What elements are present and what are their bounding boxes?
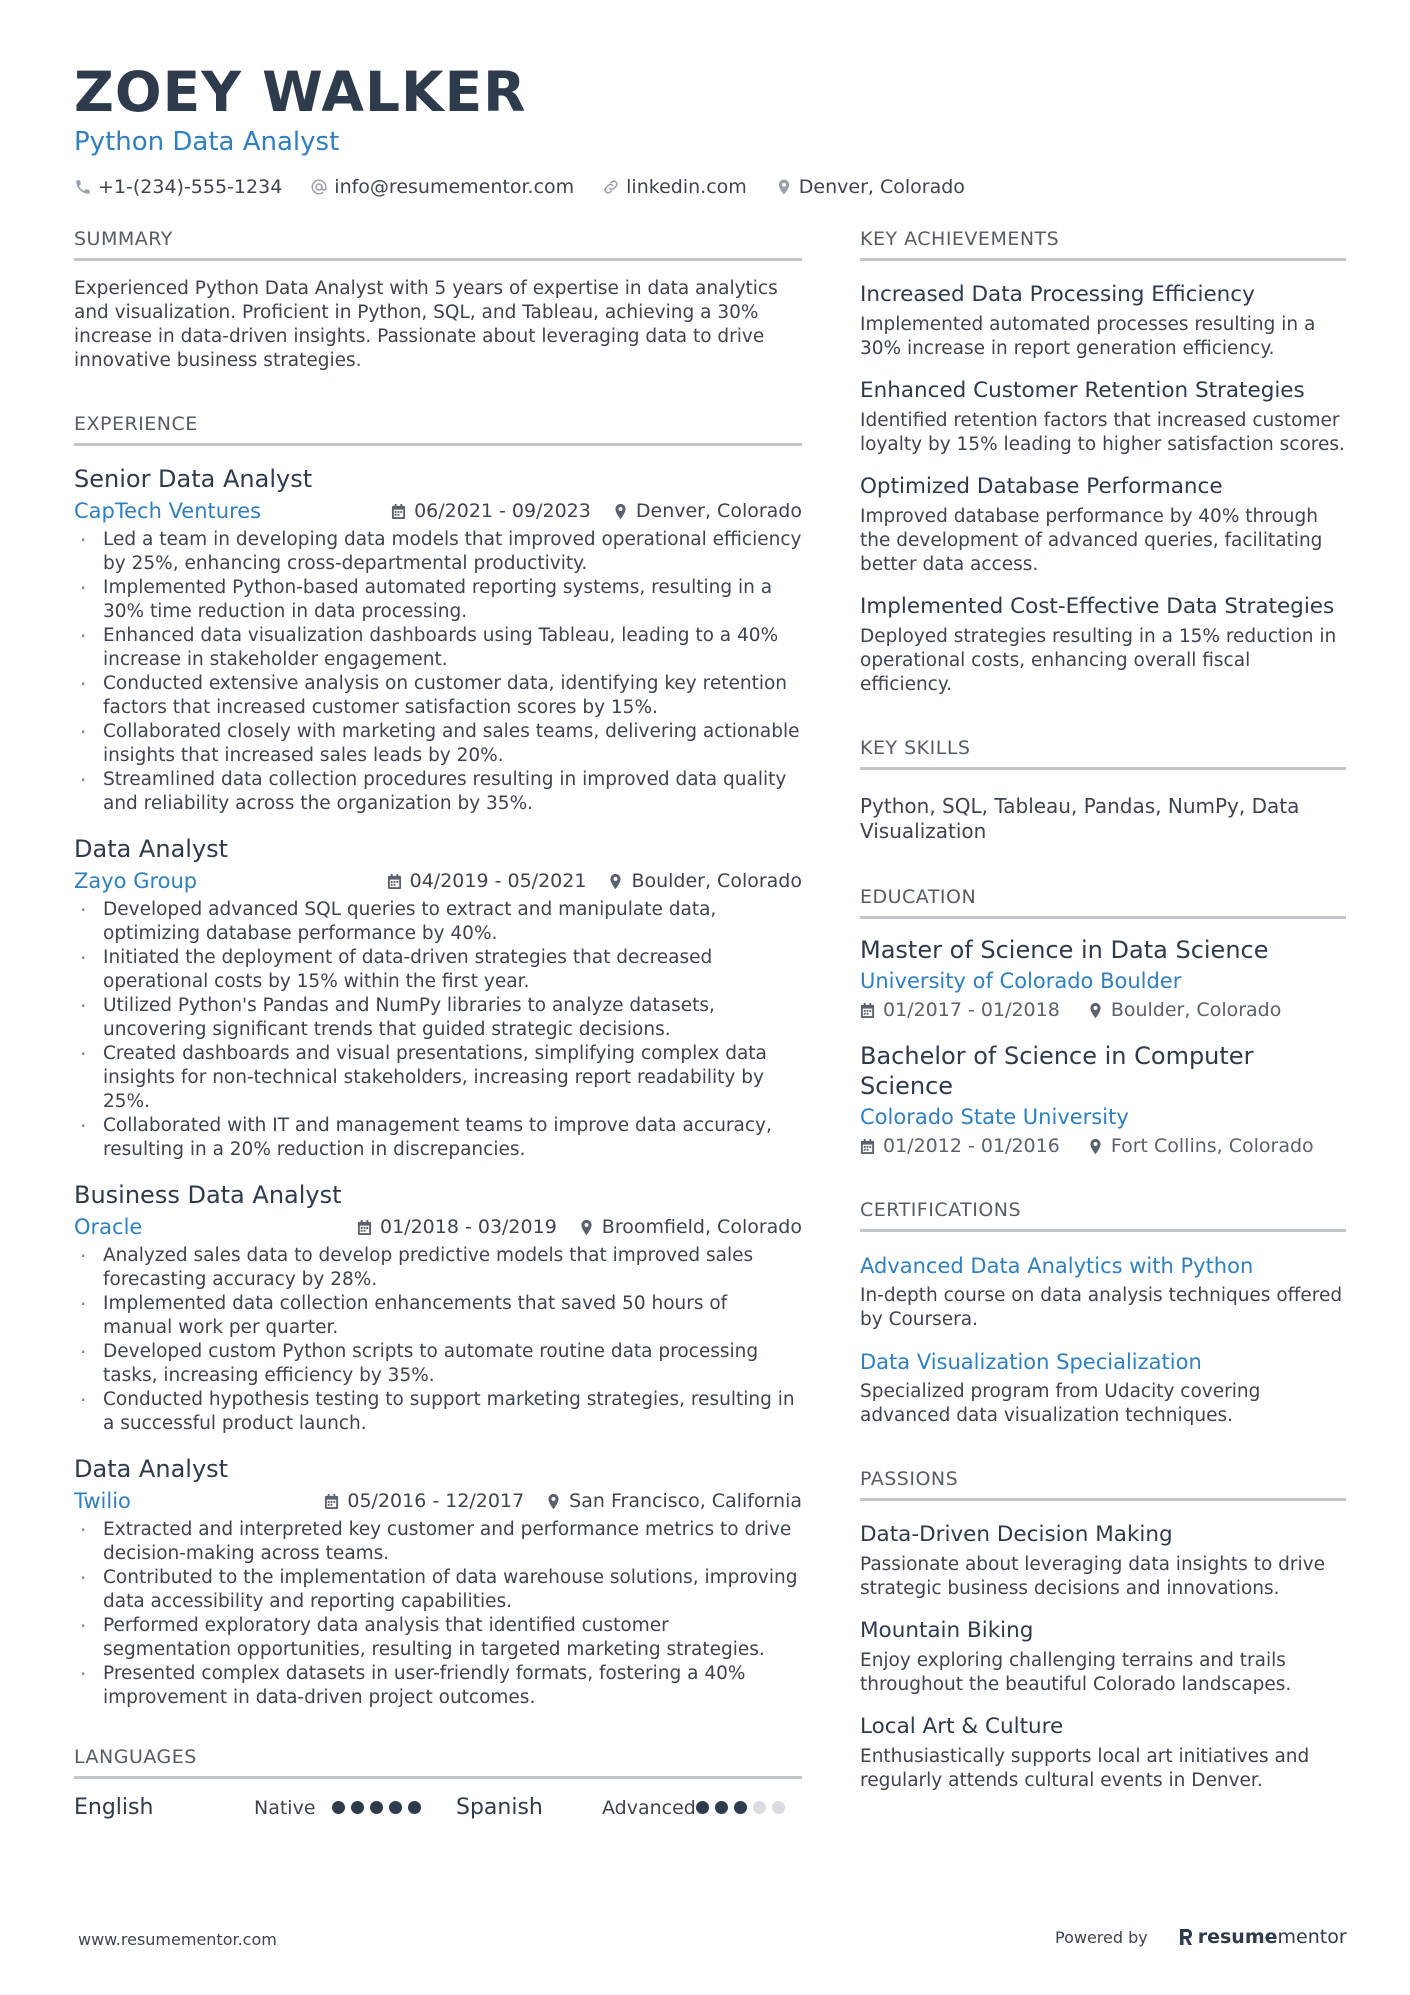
achievement-desc: Identified retention factors that increased customer loyalty by 15% leading to higher satisfaction scores. <box>860 410 1345 455</box>
passion-desc: Passionate about leveraging data insights to drive strategic business decisions and innovations. <box>860 1554 1325 1599</box>
passions-heading: PASSIONS <box>860 1466 1346 1501</box>
job-title: Senior Data Analyst <box>74 465 313 493</box>
at-icon <box>310 178 328 196</box>
job-bullet: · Implemented Python-based automated reporting systems, resulting in a 30% time reduction in data processing. <box>74 576 802 624</box>
education-item <box>860 935 1346 1021</box>
passion-item <box>860 1713 1346 1793</box>
language-rating <box>332 1801 421 1814</box>
job-meta <box>74 1488 802 1514</box>
company-name[interactable]: Zayo Group <box>74 869 198 893</box>
passion-desc: Enjoy exploring challenging terrains and trails throughout the beautiful Colorado landscapes. <box>860 1650 1292 1695</box>
job-entry <box>74 1454 802 1710</box>
achievement-desc: Deployed strategies resulting in a 15% reduction in operational costs, enhancing overall fiscal efficiency. <box>860 626 1337 695</box>
achievement-title: Increased Data Processing Efficiency <box>860 282 1255 307</box>
education-location-text: Boulder, Colorado <box>1110 999 1282 1021</box>
language-item <box>74 1795 456 1820</box>
education-dates-text: 01/2017 - 01/2018 <box>883 999 1060 1021</box>
job-bullet: · Utilized Python's Pandas and NumPy libraries to analyze datasets, uncovering significant trends that guided strategic decisions. <box>74 994 802 1042</box>
footer-brand <box>1055 1926 1347 1948</box>
left-column <box>74 226 802 1820</box>
linkedin-text: linkedin.com <box>626 176 747 198</box>
candidate-name: ZOEY WALKER <box>74 60 527 124</box>
job-entry <box>74 834 802 1162</box>
passion-desc: Enthusiastically supports local art initiatives and regularly attends cultural events in Denver. <box>860 1746 1310 1791</box>
job-bullet: · Conducted hypothesis testing to support marketing strategies, resulting in a successful product launch. <box>74 1388 802 1436</box>
resumementor-logo-icon <box>1178 1927 1194 1947</box>
job-bullet: · Enhanced data visualization dashboards using Tableau, leading to a 40% increase in stakeholder engagement. <box>74 624 802 672</box>
passion-title: Mountain Biking <box>860 1618 1034 1643</box>
achievements-heading: KEY ACHIEVEMENTS <box>860 226 1346 261</box>
rating-dot-empty <box>753 1801 766 1814</box>
email-text: info@resumementor.com <box>334 176 575 198</box>
job-bullet: · Developed custom Python scripts to automate routine data processing tasks, increasing efficiency by 35%. <box>74 1340 802 1388</box>
contact-linkedin[interactable] <box>602 176 747 198</box>
job-location <box>613 498 802 524</box>
contact-phone[interactable] <box>74 176 282 198</box>
job-bullet: · Streamlined data collection procedures resulting in improved data quality and reliability across the organization by 35%. <box>74 768 802 816</box>
footer-website[interactable]: www.resumementor.com <box>78 1930 277 1949</box>
job-meta <box>74 498 802 524</box>
education-school[interactable]: University of Colorado Boulder <box>860 969 1182 993</box>
job-meta-details <box>391 498 802 524</box>
achievement-item <box>860 473 1346 577</box>
certification-item <box>860 1252 1346 1332</box>
languages-row <box>74 1795 802 1820</box>
job-bullets <box>74 528 802 816</box>
job-dates <box>357 1214 557 1240</box>
job-bullet: · Collaborated closely with marketing and sales teams, delivering actionable insights that increased sales leads by 20%. <box>74 720 802 768</box>
job-bullet: · Contributed to the implementation of data warehouse solutions, improving data accessibility and reporting capabilities. <box>74 1566 802 1614</box>
job-bullets <box>74 1244 802 1436</box>
brand-name-light: mentor <box>1277 1926 1347 1948</box>
language-name: English <box>74 1795 154 1820</box>
achievement-desc: Improved database performance by 40% through the development of advanced queries, facilitating better data access. <box>860 506 1323 575</box>
passion-title: Local Art & Culture <box>860 1714 1064 1739</box>
rating-dot-filled <box>370 1801 383 1814</box>
company-name[interactable]: CapTech Ventures <box>74 499 262 523</box>
language-level: Native <box>254 1796 316 1819</box>
passions-section <box>860 1466 1346 1793</box>
location-pin-icon <box>1088 1002 1103 1019</box>
company-name[interactable]: Oracle <box>74 1215 143 1239</box>
job-bullet: · Presented complex datasets in user-friendly formats, fostering a 40% improvement in data-driven project outcomes. <box>74 1662 802 1710</box>
languages-section <box>74 1744 802 1820</box>
skills-heading: KEY SKILLS <box>860 735 1346 770</box>
job-bullet: · Implemented data collection enhancements that saved 50 hours of manual work per quarter. <box>74 1292 802 1340</box>
rating-dot-filled <box>715 1801 728 1814</box>
achievement-title: Optimized Database Performance <box>860 474 1223 499</box>
skills-text: Python, SQL, Tableau, Pandas, NumPy, Data Visualization <box>860 794 1300 843</box>
education-dates <box>860 999 1060 1021</box>
passion-item <box>860 1521 1346 1601</box>
job-location <box>579 1214 802 1240</box>
location-pin-icon <box>608 873 623 890</box>
experience-section <box>74 411 802 1710</box>
job-title: Data Analyst <box>74 835 229 863</box>
contact-bar <box>74 176 1344 198</box>
achievement-title: Implemented Cost-Effective Data Strategies <box>860 594 1335 619</box>
job-entry <box>74 1180 802 1436</box>
contact-email[interactable] <box>310 176 574 198</box>
job-location-text: Boulder, Colorado <box>631 870 802 892</box>
rating-dot-filled <box>389 1801 402 1814</box>
job-dates-text: 05/2016 - 12/2017 <box>347 1490 525 1512</box>
education-dates-text: 01/2012 - 01/2016 <box>883 1135 1060 1157</box>
language-rating <box>696 1801 785 1814</box>
job-bullets <box>74 1518 802 1710</box>
job-location-text: San Francisco, California <box>569 1490 802 1512</box>
location-pin-icon <box>579 1219 594 1236</box>
education-degree: Bachelor of Science in Computer Science <box>860 1042 1254 1100</box>
contact-location <box>775 176 965 198</box>
passion-item <box>860 1617 1346 1697</box>
job-dates <box>387 868 587 894</box>
education-location <box>1088 1135 1314 1157</box>
passion-title: Data-Driven Decision Making <box>860 1522 1173 1547</box>
job-entry <box>74 464 802 816</box>
certification-desc: In-depth course on data analysis techniques offered by Coursera. <box>860 1285 1343 1330</box>
rating-dot-filled <box>734 1801 747 1814</box>
job-meta-details <box>387 868 802 894</box>
brand-name-bold: resume <box>1197 1926 1278 1948</box>
job-dates <box>324 1488 524 1514</box>
job-meta <box>74 868 802 894</box>
job-bullet: · Created dashboards and visual presentations, simplifying complex data insights for non-technical stakeholders, increasing report readability by 25%. <box>74 1042 802 1114</box>
certification-title[interactable]: Data Visualization Specialization <box>860 1350 1202 1374</box>
languages-heading: LANGUAGES <box>74 1744 802 1779</box>
job-dates-text: 01/2018 - 03/2019 <box>379 1216 557 1238</box>
job-location-text: Broomfield, Colorado <box>601 1216 802 1238</box>
education-school[interactable]: Colorado State University <box>860 1105 1129 1129</box>
link-icon <box>602 178 620 196</box>
education-meta <box>860 999 1346 1021</box>
rating-dot-empty <box>772 1801 785 1814</box>
achievement-desc: Implemented automated processes resulting in a 30% increase in report generation efficiency. <box>860 314 1316 359</box>
achievement-item <box>860 377 1346 457</box>
language-name: Spanish <box>456 1795 543 1820</box>
rating-dot-filled <box>332 1801 345 1814</box>
experience-heading: EXPERIENCE <box>74 411 802 446</box>
job-title: Business Data Analyst <box>74 1181 342 1209</box>
summary-heading: SUMMARY <box>74 226 802 261</box>
calendar-icon <box>391 503 406 520</box>
summary-section <box>74 226 802 373</box>
education-meta <box>860 1135 1346 1157</box>
rating-dot-filled <box>696 1801 709 1814</box>
phone-text: +1-(234)-555-1234 <box>98 176 283 198</box>
calendar-icon <box>324 1493 339 1510</box>
certifications-heading: CERTIFICATIONS <box>860 1197 1346 1232</box>
skills-section <box>860 735 1346 844</box>
location-pin-icon <box>613 503 628 520</box>
certification-item <box>860 1348 1346 1428</box>
job-location <box>608 868 802 894</box>
calendar-icon <box>860 1138 875 1155</box>
job-bullet: · Performed exploratory data analysis that identified customer segmentation opportunities, resulting in targeted marketing strategies. <box>74 1614 802 1662</box>
location-pin-icon <box>775 178 793 196</box>
achievement-title: Enhanced Customer Retention Strategies <box>860 378 1305 403</box>
achievements-section <box>860 226 1346 697</box>
education-item <box>860 1041 1346 1157</box>
achievement-item <box>860 281 1346 361</box>
job-meta-details <box>357 1214 802 1240</box>
phone-icon <box>74 178 92 196</box>
candidate-role: Python Data Analyst <box>74 127 340 157</box>
right-column <box>860 226 1346 1793</box>
location-pin-icon <box>1088 1138 1103 1155</box>
job-bullet: · Initiated the deployment of data-driven strategies that decreased operational costs by 15% within the first year. <box>74 946 802 994</box>
company-name[interactable]: Twilio <box>74 1489 131 1513</box>
job-location-text: Denver, Colorado <box>635 500 802 522</box>
education-heading: EDUCATION <box>860 884 1346 919</box>
education-location <box>1088 999 1282 1021</box>
certifications-section <box>860 1197 1346 1428</box>
job-bullet: · Collaborated with IT and management teams to improve data accuracy, resulting in a 20% reduction in discrepancies. <box>74 1114 802 1162</box>
achievement-item <box>860 593 1346 697</box>
job-bullets <box>74 898 802 1162</box>
education-degree: Master of Science in Data Science <box>860 936 1269 964</box>
job-meta-details <box>324 1488 802 1514</box>
language-item <box>456 1795 802 1820</box>
job-bullet: · Developed advanced SQL queries to extract and manipulate data, optimizing database performance by 40%. <box>74 898 802 946</box>
job-title: Data Analyst <box>74 1455 229 1483</box>
rating-dot-filled <box>408 1801 421 1814</box>
job-location <box>546 1488 802 1514</box>
job-dates-text: 06/2021 - 09/2023 <box>414 500 591 522</box>
job-bullet: · Analyzed sales data to develop predictive models that improved sales forecasting accuracy by 28%. <box>74 1244 802 1292</box>
job-bullet: · Led a team in developing data models that improved operational efficiency by 25%, enhancing cross-departmental productivity. <box>74 528 802 576</box>
location-pin-icon <box>546 1493 561 1510</box>
job-bullet: · Extracted and interpreted key customer and performance metrics to drive decision-making across teams. <box>74 1518 802 1566</box>
job-dates <box>391 498 591 524</box>
calendar-icon <box>387 873 402 890</box>
education-section <box>860 884 1346 1157</box>
language-level: Advanced <box>602 1796 696 1819</box>
job-bullet: · Conducted extensive analysis on customer data, identifying key retention factors that increased customer satisfaction scores by 15%. <box>74 672 802 720</box>
calendar-icon <box>357 1219 372 1236</box>
brand-logo[interactable] <box>1178 1926 1347 1948</box>
powered-by-label: Powered by <box>1055 1927 1148 1947</box>
calendar-icon <box>860 1002 875 1019</box>
job-meta <box>74 1214 802 1240</box>
job-dates-text: 04/2019 - 05/2021 <box>409 870 587 892</box>
education-dates <box>860 1135 1060 1157</box>
summary-text: Experienced Python Data Analyst with 5 years of expertise in data analytics and visualization. Proficient in Python, SQL, and Tableau, achieving a 30% increase in data-driven insights. Passionate about leveraging data to drive innovative business strategies. <box>74 278 778 371</box>
location-text: Denver, Colorado <box>798 176 965 198</box>
resume-header <box>74 60 1344 198</box>
rating-dot-filled <box>351 1801 364 1814</box>
certification-title[interactable]: Advanced Data Analytics with Python <box>860 1254 1254 1278</box>
certification-desc: Specialized program from Udacity covering advanced data visualization techniques. <box>860 1381 1261 1426</box>
education-location-text: Fort Collins, Colorado <box>1110 1135 1314 1157</box>
